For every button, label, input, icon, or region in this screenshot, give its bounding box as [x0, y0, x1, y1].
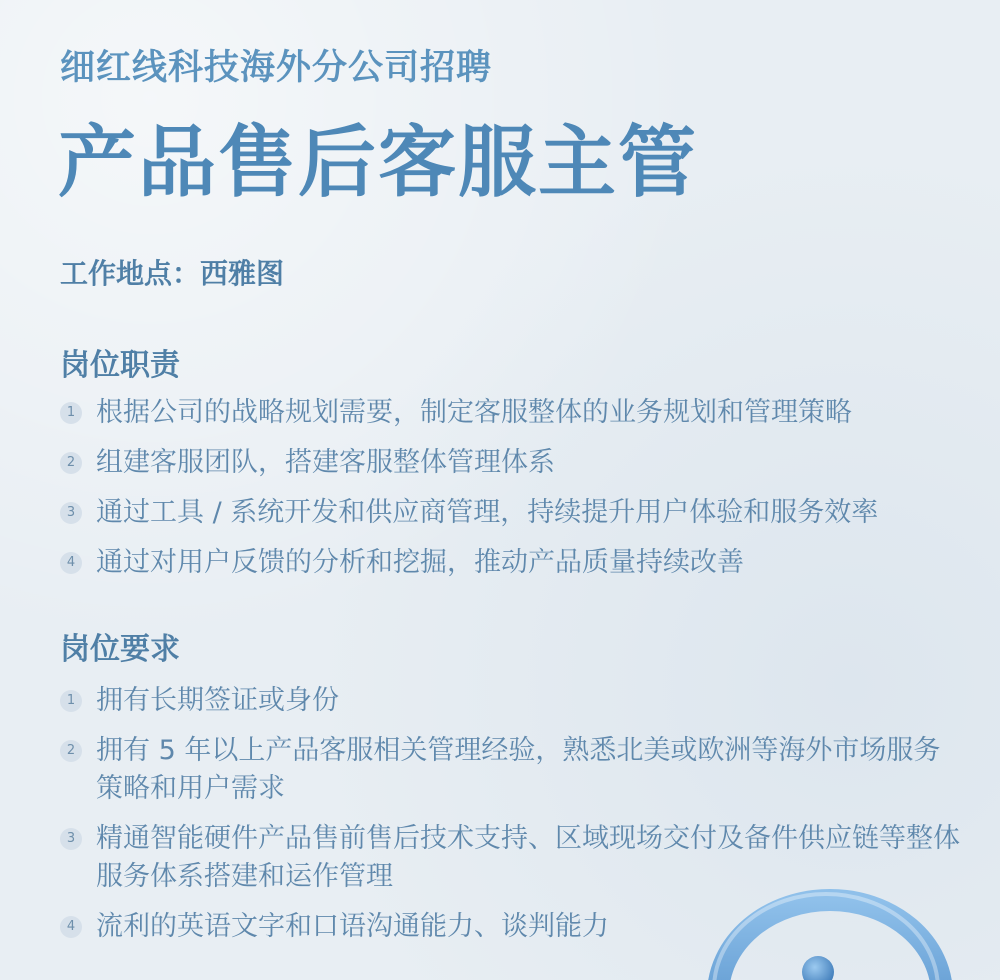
list-item — [60, 444, 960, 482]
responsibilities-heading: 岗位职责 — [60, 348, 180, 383]
list-item-text: 根据公司的战略规划需要，制定客服整体的业务规划和管理策略 — [96, 397, 852, 428]
number-2-icon: 2 — [60, 740, 82, 762]
responsibilities-list — [60, 394, 960, 594]
number-1-icon: 1 — [60, 690, 82, 712]
number-4-icon: 4 — [60, 916, 82, 938]
requirements-heading: 岗位要求 — [60, 632, 180, 667]
list-item-text: 拥有 5 年以上产品客服相关管理经验，熟悉北美或欧洲等海外市场服务策略和用户需求 — [96, 735, 941, 804]
list-item-text: 流利的英语文字和口语沟通能力、谈判能力 — [96, 911, 609, 942]
list-item-text: 组建客服团队，搭建客服整体管理体系 — [96, 447, 555, 478]
number-2-icon: 2 — [60, 452, 82, 474]
list-item — [60, 682, 960, 720]
company-recruiting-title: 细红线科技海外分公司招聘 — [60, 48, 493, 88]
blue-loop-logo-icon — [700, 880, 1000, 980]
list-item — [60, 544, 960, 582]
loop-logo-graphic — [700, 880, 1000, 980]
list-item-text: 通过工具 / 系统开发和供应商管理，持续提升用户体验和服务效率 — [96, 497, 879, 528]
list-item-text: 精通智能硬件产品售前售后技术支持、区域现场交付及备件供应链等整体服务体系搭建和运作管理 — [96, 823, 960, 892]
number-4-icon: 4 — [60, 552, 82, 574]
work-location: 工作地点：西雅图 — [60, 257, 285, 290]
number-3-icon: 3 — [60, 502, 82, 524]
number-1-icon: 1 — [60, 402, 82, 424]
list-item — [60, 494, 960, 532]
number-3-icon: 3 — [60, 828, 82, 850]
list-item-text: 拥有长期签证或身份 — [96, 685, 339, 716]
list-item — [60, 732, 960, 808]
job-title: 产品售后客服主管 — [58, 118, 699, 208]
list-item-text: 通过对用户反馈的分析和挖掘，推动产品质量持续改善 — [96, 547, 744, 578]
list-item — [60, 394, 960, 432]
